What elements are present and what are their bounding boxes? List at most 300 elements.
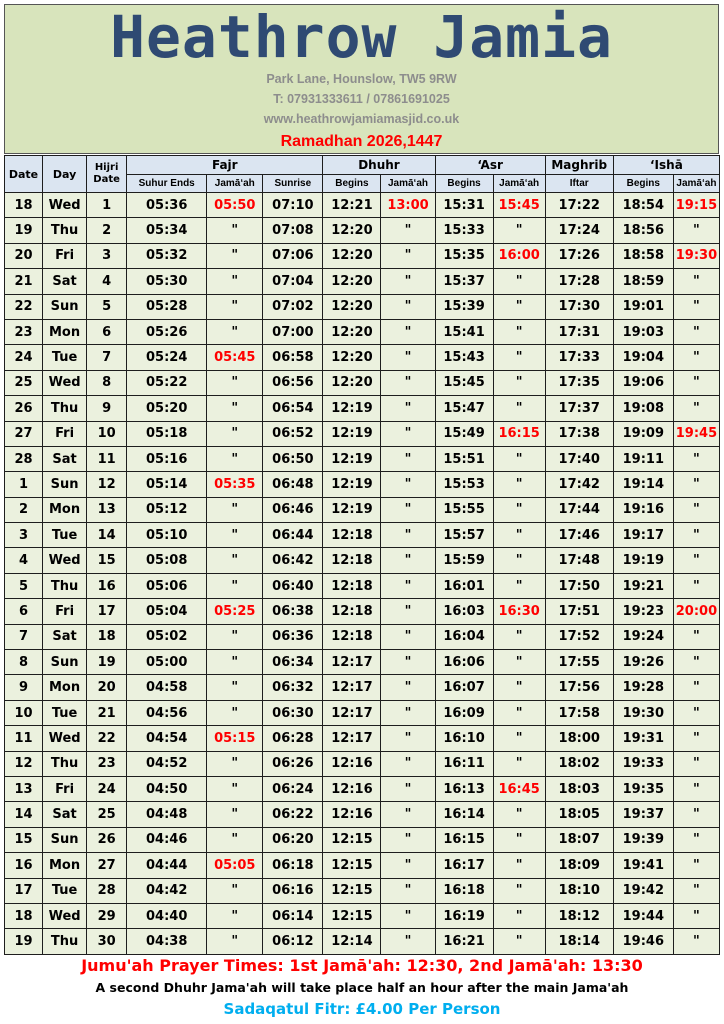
cell-fajr-jamaah: ": [207, 523, 263, 548]
cell-asr-jamaah: ": [493, 370, 545, 395]
cell-iftar: 17:22: [545, 193, 613, 218]
cell-asr-jamaah: ": [493, 650, 545, 675]
cell-sunrise: 06:54: [263, 396, 323, 421]
cell-asr-begins: 15:37: [435, 269, 493, 294]
cell-asr-jamaah: ": [493, 269, 545, 294]
cell-dhuhr-begins: 12:18: [323, 624, 381, 649]
table-row: [5, 776, 720, 801]
cell-iftar: 17:37: [545, 396, 613, 421]
cell-asr-begins: 15:35: [435, 243, 493, 268]
cell-isha-begins: 19:44: [613, 903, 673, 928]
cell-asr-jamaah: ": [493, 802, 545, 827]
cell-isha-jamaah: ": [673, 726, 719, 751]
cell-fajr-jamaah: ": [207, 243, 263, 268]
cell-fajr-jamaah: ": [207, 421, 263, 446]
cell-dhuhr-jamaah: ": [381, 776, 435, 801]
cell-iftar: 17:55: [545, 650, 613, 675]
cell-sunrise: 06:26: [263, 751, 323, 776]
cell-date: 26: [5, 396, 43, 421]
cell-asr-jamaah: ": [493, 675, 545, 700]
cell-iftar: 18:10: [545, 878, 613, 903]
cell-hijri-date: 8: [87, 370, 127, 395]
cell-suhur-ends: 05:34: [127, 218, 207, 243]
cell-sunrise: 06:38: [263, 599, 323, 624]
sub-asr-jamaah: Jamā‘ah: [493, 175, 545, 193]
table-row: [5, 193, 720, 218]
cell-asr-begins: 16:04: [435, 624, 493, 649]
col-hijri-line2: Date: [93, 174, 120, 185]
cell-dhuhr-jamaah: ": [381, 802, 435, 827]
cell-hijri-date: 6: [87, 319, 127, 344]
cell-dhuhr-jamaah: ": [381, 548, 435, 573]
phone-numbers: T: 07931333611 / 07861691025: [273, 92, 450, 106]
second-dhuhr-note: A second Dhuhr Jama'ah will take place half an hour after the main Jama'ah: [95, 980, 629, 995]
cell-sunrise: 07:02: [263, 294, 323, 319]
cell-dhuhr-jamaah: ": [381, 446, 435, 471]
cell-day: Wed: [43, 193, 87, 218]
cell-day: Thu: [43, 929, 87, 954]
cell-fajr-jamaah: ": [207, 497, 263, 522]
cell-iftar: 17:52: [545, 624, 613, 649]
cell-hijri-date: 24: [87, 776, 127, 801]
cell-suhur-ends: 04:48: [127, 802, 207, 827]
cell-date: 1: [5, 472, 43, 497]
cell-isha-begins: 19:42: [613, 878, 673, 903]
cell-hijri-date: 22: [87, 726, 127, 751]
cell-dhuhr-begins: 12:18: [323, 523, 381, 548]
cell-iftar: 17:40: [545, 446, 613, 471]
cell-sunrise: 06:46: [263, 497, 323, 522]
cell-sunrise: 06:34: [263, 650, 323, 675]
cell-hijri-date: 3: [87, 243, 127, 268]
cell-dhuhr-begins: 12:15: [323, 903, 381, 928]
cell-isha-jamaah: 19:15: [673, 193, 719, 218]
cell-sunrise: 06:30: [263, 700, 323, 725]
cell-isha-begins: 19:06: [613, 370, 673, 395]
cell-sunrise: 06:18: [263, 853, 323, 878]
cell-dhuhr-jamaah: ": [381, 853, 435, 878]
cell-isha-jamaah: ": [673, 903, 719, 928]
cell-asr-begins: 16:13: [435, 776, 493, 801]
cell-isha-jamaah: ": [673, 294, 719, 319]
cell-hijri-date: 5: [87, 294, 127, 319]
cell-asr-jamaah: ": [493, 929, 545, 954]
cell-asr-jamaah: ": [493, 446, 545, 471]
cell-isha-jamaah: ": [673, 650, 719, 675]
cell-isha-jamaah: ": [673, 345, 719, 370]
cell-isha-begins: 19:37: [613, 802, 673, 827]
cell-day: Sun: [43, 827, 87, 852]
cell-hijri-date: 14: [87, 523, 127, 548]
cell-suhur-ends: 05:22: [127, 370, 207, 395]
cell-dhuhr-jamaah: ": [381, 624, 435, 649]
cell-dhuhr-jamaah: ": [381, 878, 435, 903]
cell-isha-begins: 19:39: [613, 827, 673, 852]
cell-isha-begins: 19:04: [613, 345, 673, 370]
cell-isha-jamaah: ": [673, 548, 719, 573]
cell-suhur-ends: 05:14: [127, 472, 207, 497]
cell-asr-jamaah: ": [493, 218, 545, 243]
cell-dhuhr-jamaah: ": [381, 396, 435, 421]
cell-asr-jamaah: ": [493, 853, 545, 878]
cell-hijri-date: 29: [87, 903, 127, 928]
cell-asr-begins: 16:03: [435, 599, 493, 624]
cell-asr-jamaah: ": [493, 548, 545, 573]
cell-asr-jamaah: ": [493, 827, 545, 852]
cell-date: 12: [5, 751, 43, 776]
cell-hijri-date: 10: [87, 421, 127, 446]
cell-sunrise: 06:22: [263, 802, 323, 827]
cell-fajr-jamaah: ": [207, 319, 263, 344]
cell-suhur-ends: 05:10: [127, 523, 207, 548]
cell-dhuhr-begins: 12:18: [323, 573, 381, 598]
cell-asr-jamaah: ": [493, 472, 545, 497]
cell-isha-jamaah: 20:00: [673, 599, 719, 624]
cell-fajr-jamaah: ": [207, 776, 263, 801]
cell-isha-begins: 19:01: [613, 294, 673, 319]
cell-asr-jamaah: 16:00: [493, 243, 545, 268]
cell-iftar: 17:33: [545, 345, 613, 370]
cell-day: Thu: [43, 751, 87, 776]
cell-dhuhr-jamaah: ": [381, 827, 435, 852]
cell-suhur-ends: 05:20: [127, 396, 207, 421]
cell-date: 14: [5, 802, 43, 827]
cell-asr-begins: 16:21: [435, 929, 493, 954]
cell-asr-begins: 15:53: [435, 472, 493, 497]
cell-isha-begins: 19:41: [613, 853, 673, 878]
cell-iftar: 18:14: [545, 929, 613, 954]
cell-asr-begins: 16:07: [435, 675, 493, 700]
cell-suhur-ends: 04:58: [127, 675, 207, 700]
cell-date: 7: [5, 624, 43, 649]
table-row: [5, 421, 720, 446]
table-row: [5, 446, 720, 471]
cell-suhur-ends: 05:04: [127, 599, 207, 624]
cell-hijri-date: 21: [87, 700, 127, 725]
cell-iftar: 17:31: [545, 319, 613, 344]
cell-dhuhr-jamaah: ": [381, 523, 435, 548]
cell-sunrise: 06:20: [263, 827, 323, 852]
cell-isha-begins: 19:35: [613, 776, 673, 801]
sub-isha-begins: Begins: [613, 175, 673, 193]
cell-suhur-ends: 04:44: [127, 853, 207, 878]
cell-asr-jamaah: ": [493, 903, 545, 928]
table-row: [5, 497, 720, 522]
cell-fajr-jamaah: ": [207, 269, 263, 294]
cell-asr-begins: 15:49: [435, 421, 493, 446]
cell-asr-jamaah: 16:30: [493, 599, 545, 624]
table-row: [5, 624, 720, 649]
cell-dhuhr-jamaah: ": [381, 650, 435, 675]
table-row: [5, 751, 720, 776]
cell-hijri-date: 18: [87, 624, 127, 649]
cell-day: Mon: [43, 497, 87, 522]
cell-hijri-date: 9: [87, 396, 127, 421]
cell-dhuhr-begins: 12:20: [323, 319, 381, 344]
cell-isha-jamaah: ": [673, 776, 719, 801]
cell-fajr-jamaah: 05:15: [207, 726, 263, 751]
cell-suhur-ends: 04:50: [127, 776, 207, 801]
cell-iftar: 17:50: [545, 573, 613, 598]
cell-sunrise: 06:48: [263, 472, 323, 497]
cell-day: Tue: [43, 700, 87, 725]
cell-day: Tue: [43, 523, 87, 548]
cell-suhur-ends: 05:18: [127, 421, 207, 446]
cell-date: 17: [5, 878, 43, 903]
cell-dhuhr-begins: 12:18: [323, 599, 381, 624]
cell-asr-begins: 16:15: [435, 827, 493, 852]
table-row: [5, 319, 720, 344]
cell-hijri-date: 27: [87, 853, 127, 878]
cell-sunrise: 06:56: [263, 370, 323, 395]
cell-iftar: 18:02: [545, 751, 613, 776]
cell-asr-begins: 15:45: [435, 370, 493, 395]
cell-dhuhr-jamaah: 13:00: [381, 193, 435, 218]
cell-date: 21: [5, 269, 43, 294]
cell-date: 19: [5, 218, 43, 243]
prayer-timetable: [4, 155, 720, 955]
cell-asr-begins: 15:57: [435, 523, 493, 548]
cell-iftar: 17:58: [545, 700, 613, 725]
cell-dhuhr-jamaah: ": [381, 726, 435, 751]
cell-sunrise: 06:50: [263, 446, 323, 471]
cell-isha-begins: 18:56: [613, 218, 673, 243]
cell-iftar: 18:09: [545, 853, 613, 878]
cell-day: Sat: [43, 446, 87, 471]
cell-isha-begins: 19:03: [613, 319, 673, 344]
cell-suhur-ends: 05:08: [127, 548, 207, 573]
cell-date: 9: [5, 675, 43, 700]
cell-day: Fri: [43, 776, 87, 801]
cell-day: Wed: [43, 903, 87, 928]
cell-isha-jamaah: ": [673, 929, 719, 954]
cell-dhuhr-begins: 12:17: [323, 675, 381, 700]
header-panel: [4, 4, 719, 154]
cell-date: 11: [5, 726, 43, 751]
cell-sunrise: 06:32: [263, 675, 323, 700]
cell-isha-jamaah: ": [673, 472, 719, 497]
cell-asr-begins: 16:10: [435, 726, 493, 751]
cell-fajr-jamaah: ": [207, 802, 263, 827]
cell-asr-begins: 15:47: [435, 396, 493, 421]
cell-day: Thu: [43, 218, 87, 243]
cell-dhuhr-jamaah: ": [381, 700, 435, 725]
cell-asr-jamaah: ": [493, 751, 545, 776]
cell-dhuhr-begins: 12:20: [323, 345, 381, 370]
col-asr: ‘Asr: [435, 156, 545, 175]
col-dhuhr: Dhuhr: [323, 156, 435, 175]
cell-dhuhr-begins: 12:15: [323, 878, 381, 903]
cell-sunrise: 07:00: [263, 319, 323, 344]
cell-isha-begins: 19:46: [613, 929, 673, 954]
cell-asr-jamaah: ": [493, 396, 545, 421]
table-row: [5, 827, 720, 852]
cell-day: Wed: [43, 726, 87, 751]
cell-dhuhr-begins: 12:18: [323, 548, 381, 573]
cell-suhur-ends: 05:30: [127, 269, 207, 294]
cell-dhuhr-jamaah: ": [381, 370, 435, 395]
cell-date: 28: [5, 446, 43, 471]
cell-isha-jamaah: ": [673, 827, 719, 852]
cell-dhuhr-begins: 12:15: [323, 827, 381, 852]
cell-asr-begins: 16:14: [435, 802, 493, 827]
cell-asr-begins: 15:43: [435, 345, 493, 370]
cell-dhuhr-begins: 12:20: [323, 243, 381, 268]
cell-hijri-date: 13: [87, 497, 127, 522]
cell-fajr-jamaah: ": [207, 751, 263, 776]
cell-dhuhr-jamaah: ": [381, 751, 435, 776]
cell-asr-begins: 15:33: [435, 218, 493, 243]
table-row: [5, 345, 720, 370]
cell-day: Wed: [43, 548, 87, 573]
cell-isha-begins: 19:17: [613, 523, 673, 548]
cell-isha-jamaah: 19:30: [673, 243, 719, 268]
col-day: Day: [43, 156, 87, 193]
table-row: [5, 294, 720, 319]
timetable-body: [5, 193, 720, 955]
cell-isha-jamaah: ": [673, 523, 719, 548]
cell-dhuhr-begins: 12:19: [323, 396, 381, 421]
cell-isha-jamaah: ": [673, 319, 719, 344]
cell-asr-begins: 16:17: [435, 853, 493, 878]
cell-sunrise: 06:36: [263, 624, 323, 649]
cell-fajr-jamaah: ": [207, 218, 263, 243]
table-row: [5, 878, 720, 903]
cell-hijri-date: 20: [87, 675, 127, 700]
cell-iftar: 17:46: [545, 523, 613, 548]
cell-sunrise: 06:12: [263, 929, 323, 954]
cell-dhuhr-begins: 12:20: [323, 269, 381, 294]
table-row: [5, 218, 720, 243]
cell-isha-begins: 18:54: [613, 193, 673, 218]
cell-day: Mon: [43, 319, 87, 344]
cell-isha-jamaah: ": [673, 396, 719, 421]
cell-sunrise: 06:52: [263, 421, 323, 446]
cell-suhur-ends: 05:16: [127, 446, 207, 471]
cell-isha-jamaah: ": [673, 751, 719, 776]
cell-isha-jamaah: ": [673, 497, 719, 522]
cell-dhuhr-jamaah: ": [381, 599, 435, 624]
cell-hijri-date: 15: [87, 548, 127, 573]
cell-suhur-ends: 05:06: [127, 573, 207, 598]
cell-dhuhr-jamaah: ": [381, 345, 435, 370]
cell-fajr-jamaah: 05:50: [207, 193, 263, 218]
cell-hijri-date: 23: [87, 751, 127, 776]
cell-asr-jamaah: ": [493, 319, 545, 344]
table-row: [5, 700, 720, 725]
cell-fajr-jamaah: 05:25: [207, 599, 263, 624]
cell-isha-jamaah: ": [673, 624, 719, 649]
cell-date: 4: [5, 548, 43, 573]
cell-isha-begins: 19:11: [613, 446, 673, 471]
cell-day: Mon: [43, 853, 87, 878]
cell-isha-jamaah: ": [673, 370, 719, 395]
table-row: [5, 599, 720, 624]
cell-asr-begins: 15:39: [435, 294, 493, 319]
cell-hijri-date: 16: [87, 573, 127, 598]
cell-date: 2: [5, 497, 43, 522]
cell-asr-begins: 16:01: [435, 573, 493, 598]
cell-asr-begins: 16:09: [435, 700, 493, 725]
sub-isha-jamaah: Jamā‘ah: [673, 175, 719, 193]
cell-iftar: 17:30: [545, 294, 613, 319]
cell-day: Sun: [43, 294, 87, 319]
cell-asr-jamaah: ": [493, 345, 545, 370]
cell-sunrise: 07:08: [263, 218, 323, 243]
cell-asr-jamaah: ": [493, 523, 545, 548]
table-row: [5, 675, 720, 700]
cell-suhur-ends: 05:26: [127, 319, 207, 344]
cell-day: Mon: [43, 675, 87, 700]
cell-fajr-jamaah: ": [207, 878, 263, 903]
cell-dhuhr-jamaah: ": [381, 472, 435, 497]
cell-dhuhr-begins: 12:17: [323, 650, 381, 675]
cell-dhuhr-begins: 12:19: [323, 472, 381, 497]
cell-dhuhr-jamaah: ": [381, 675, 435, 700]
address: Park Lane, Hounslow, TW5 9RW: [266, 72, 457, 86]
cell-isha-begins: 19:08: [613, 396, 673, 421]
cell-hijri-date: 11: [87, 446, 127, 471]
col-hijri-line1: Hijri: [94, 162, 119, 173]
website: www.heathrowjamiamasjid.co.uk: [263, 112, 460, 126]
cell-isha-begins: 19:26: [613, 650, 673, 675]
cell-fajr-jamaah: ": [207, 650, 263, 675]
cell-date: 8: [5, 650, 43, 675]
cell-hijri-date: 30: [87, 929, 127, 954]
cell-fajr-jamaah: ": [207, 903, 263, 928]
cell-dhuhr-begins: 12:19: [323, 497, 381, 522]
cell-asr-begins: 16:11: [435, 751, 493, 776]
cell-iftar: 17:42: [545, 472, 613, 497]
sub-iftar: Iftar: [545, 175, 613, 193]
cell-sunrise: 06:40: [263, 573, 323, 598]
cell-fajr-jamaah: ": [207, 396, 263, 421]
cell-isha-begins: 19:30: [613, 700, 673, 725]
cell-isha-begins: 18:59: [613, 269, 673, 294]
cell-suhur-ends: 05:24: [127, 345, 207, 370]
cell-isha-jamaah: ": [673, 573, 719, 598]
cell-hijri-date: 28: [87, 878, 127, 903]
cell-suhur-ends: 05:02: [127, 624, 207, 649]
cell-day: Fri: [43, 421, 87, 446]
cell-isha-begins: 19:14: [613, 472, 673, 497]
sub-sunrise: Sunrise: [263, 175, 323, 193]
cell-dhuhr-begins: 12:16: [323, 751, 381, 776]
cell-fajr-jamaah: ": [207, 446, 263, 471]
cell-fajr-jamaah: 05:05: [207, 853, 263, 878]
cell-isha-begins: 19:33: [613, 751, 673, 776]
cell-asr-begins: 15:41: [435, 319, 493, 344]
cell-iftar: 17:24: [545, 218, 613, 243]
cell-hijri-date: 7: [87, 345, 127, 370]
cell-fajr-jamaah: ": [207, 370, 263, 395]
cell-suhur-ends: 05:12: [127, 497, 207, 522]
cell-isha-begins: 19:23: [613, 599, 673, 624]
cell-fajr-jamaah: 05:35: [207, 472, 263, 497]
cell-hijri-date: 25: [87, 802, 127, 827]
cell-asr-jamaah: 16:15: [493, 421, 545, 446]
cell-iftar: 18:00: [545, 726, 613, 751]
col-hijri: [87, 156, 127, 193]
sub-fajr-jamaah: Jamā‘ah: [207, 175, 263, 193]
cell-dhuhr-jamaah: ": [381, 243, 435, 268]
cell-asr-begins: 15:55: [435, 497, 493, 522]
cell-dhuhr-jamaah: ": [381, 218, 435, 243]
cell-date: 15: [5, 827, 43, 852]
cell-isha-jamaah: ": [673, 878, 719, 903]
cell-dhuhr-jamaah: ": [381, 497, 435, 522]
cell-iftar: 17:28: [545, 269, 613, 294]
